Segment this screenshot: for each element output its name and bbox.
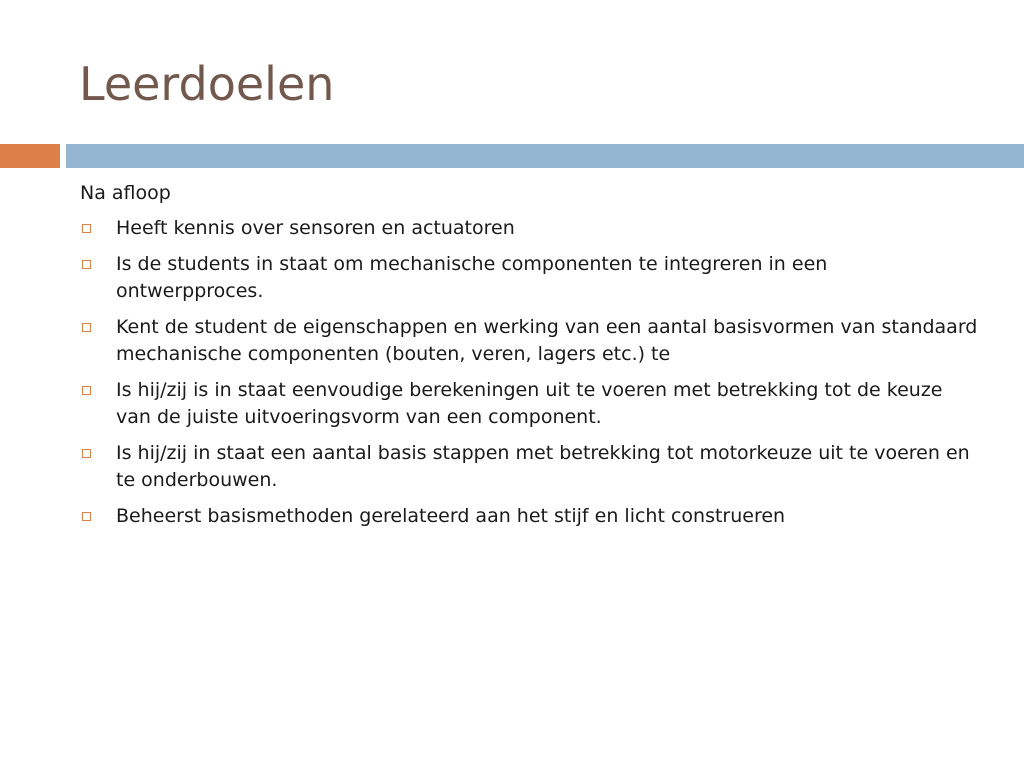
list-item-text: Is de students in staat om mechanische componenten te integreren in een ontwerpproces. (116, 253, 828, 302)
list-item (80, 503, 980, 530)
list-item (80, 215, 980, 242)
list-item (80, 251, 980, 305)
list-item (80, 440, 980, 494)
square-bullet-icon (82, 512, 91, 521)
square-bullet-icon (82, 224, 91, 233)
accent-bar (0, 144, 60, 168)
slide-body (80, 180, 980, 539)
list-item-text: Beheerst basismethoden gerelateerd aan het stijf en licht construeren (116, 505, 786, 527)
list-item-text: Is hij/zij in staat een aantal basis stappen met betrekking tot motorkeuze uit te voeren en te onderbouwen. (116, 442, 970, 491)
list-item (80, 377, 980, 431)
slide-title: Leerdoelen (79, 57, 335, 111)
square-bullet-icon (82, 260, 91, 269)
bullet-list (80, 215, 980, 530)
list-item-text: Is hij/zij is in staat eenvoudige berekeningen uit te voeren met betrekking tot de keuze van de juiste uitvoeringsvorm van een component. (116, 379, 943, 428)
square-bullet-icon (82, 449, 91, 458)
list-item-text: Heeft kennis over sensoren en actuatoren (116, 217, 515, 239)
list-item (80, 314, 980, 368)
square-bullet-icon (82, 386, 91, 395)
square-bullet-icon (82, 323, 91, 332)
intro-text: Na afloop (80, 182, 171, 204)
list-item-text: Kent de student de eigenschappen en werking van een aantal basisvormen van standaard mechanische componenten (bouten, veren, lagers etc.) te (116, 316, 978, 365)
title-rule-bar (66, 144, 1024, 168)
